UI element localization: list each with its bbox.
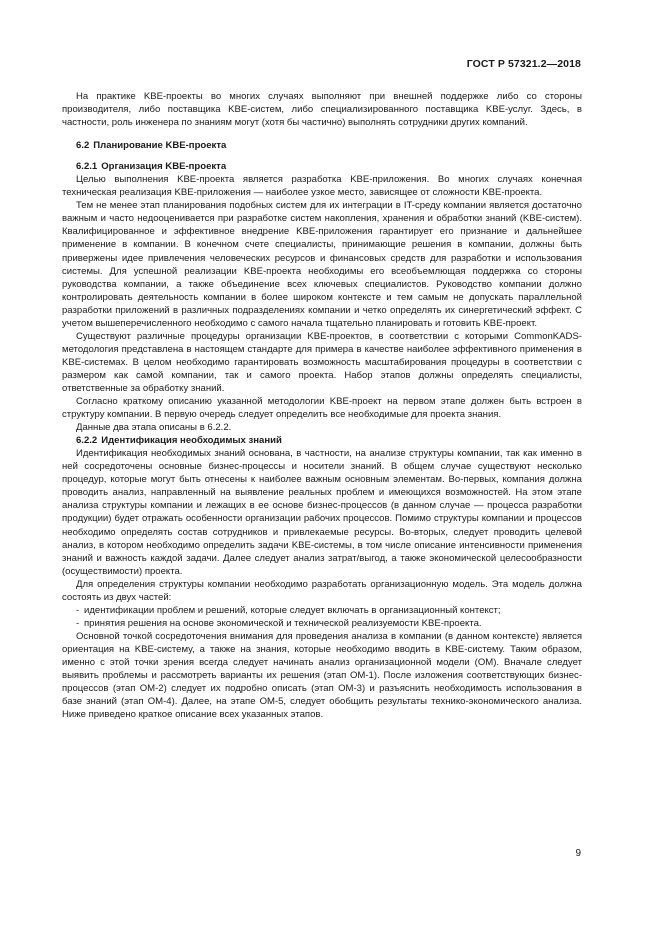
subsection-number: 6.2.1	[76, 161, 98, 173]
section-title: Планирование KBE-проекта	[93, 140, 227, 152]
subsection-title: Организация KBE-проекта	[101, 161, 227, 173]
paragraph-intro: На практике KBE-проекты во многих случаях выполняют при внешней поддержке либо со стороны производителя, либо поставщика KBE-систем, либо специализированного поставщика KBE-услуг. Здесь, в частности, роль инженера по знаниям могут (хотя бы частично) выполнять сотрудники других компаний.	[62, 91, 582, 129]
paragraph: Идентификация необходимых знаний основана, в частности, на анализе структуры компании, так как именно в ней сосредоточены основные бизнес-процессы и носители знаний. В общем случае существуют несколько процедур, которые могут быть отнесены к наиболее важным основным элементам. Во-первых, компания должна проводить анализ, направленный на выявление реальных проблем и имеющихся возможностей. На этом этапе анализа структуры компании и лежащих в ее основе бизнес-процессов (в данном случае — процесса разработки продукции) будет отражать особенности организации рабочих процессов. Помимо структуры компании и процессов необходимо определять состав сотрудников и привлекаемые ресурсы. Во-вторых, следует проводить целевой анализ, в котором необходимо определить задачи KBE-системы, в том числе описание интенсивности применения знаний и важность каждой задачи. Далее следует анализ затрат/выгод, а также экономической целесообразности (осуществимости) проекта.	[62, 448, 582, 577]
paragraph: Согласно краткому описанию указанной методологии KBE-проект на первом этапе должен быть встроен в структуру компании. В первую очередь следует определить все необходимые для проекта знания.	[62, 396, 582, 421]
list-item: - принятия решения на основе экономической и технической реализуемости KBE-проекта.	[62, 617, 582, 630]
document-body	[62, 90, 582, 721]
paragraph: Целью выполнения KBE-проекта является разработка KBE-приложения. Во многих случаях конечная техническая реализация KBE-приложения — наиболее узкое место, зависящее от сложности KBE-проекта.	[62, 174, 582, 199]
page-number: 9	[575, 848, 581, 859]
paragraph: Данные два этапа описаны в 6.2.2.	[76, 422, 232, 434]
section-number: 6.2	[76, 140, 90, 152]
subsection-number: 6.2.2	[76, 435, 98, 447]
paragraph: Основной точкой сосредоточения внимания для проведения анализа в компании (в данном контексте) является ориентация на KBE-систему, а также на знания, которые необходимо вводить в KBE-систему. Таким образом, именно с этой точки зрения всегда следует начинать анализ организационной модели (ОМ). Вначале следует выявить проблемы и рассмотреть варианты их решения (этап ОМ-1). После изложения соответствующих бизнес-процессов (этап ОМ-2) следует их подробно описать (этап ОМ-3) и разъяснить необходимость использования в базе знаний (этап ОМ-4). Далее, на этапе ОМ-5, следует обобщить результаты технико-экономического анализа. Ниже приведено краткое описание всех указанных этапов.	[62, 630, 582, 721]
paragraph: Для определения структуры компании необходимо разработать организационную модель. Эта модель должна состоять из двух частей:	[62, 578, 582, 603]
section-heading-6-2	[62, 139, 582, 152]
subsection-heading-6-2-2	[62, 434, 582, 447]
document-header-id: ГОСТ Р 57321.2—2018	[466, 58, 581, 70]
dash-list	[62, 604, 582, 630]
subsection-title: Идентификация необходимых знаний	[101, 435, 282, 447]
list-item: - идентификации проблем и решений, которые следует включать в организационный контекст;	[62, 604, 582, 617]
paragraph: Тем не менее этап планирования подобных систем для их интеграции в IT-среду компании является достаточно важным и часто недооценивается при разработке систем накопления, хранения и обработки знаний (KBE-систем). Квалифицированное и эффективное внедрение KBE-приложения гарантирует его признание и дальнейшее применение в компании. В конечном счете специалисты, принимающие решения в компании, должны быть привержены идее привлечения человеческих ресурсов и финансовых средств для разработки и использования системы. Для успешной реализации KBE-проекта необходимы его всеобъемлющая поддержка со стороны руководства компании, а также объединение всех ключевых специалистов. Руководство компании должно контролировать деятельность компании в более широком контексте и тем самым не допускать параллельной разработки приложений в различных подразделениях компании и четко определять их синергетический эффект. С учетом вышеперечисленного необходимо с самого начала тщательно планировать и готовить KBE-проект.	[62, 200, 582, 329]
paragraph: Существуют различные процедуры организации KBE-проектов, в соответствии с которыми CommonKADS-методология представлена в настоящем стандарте для примера в качестве наиболее эффективного применения в KBE-системах. В целом необходимо гарантировать возможность масштабирования процедуры в соответствии с размером как самой компании, так и самого проекта. Набор этапов должны определять специалисты, ответственные за обработку знаний.	[62, 330, 582, 394]
subsection-heading-6-2-1	[62, 160, 582, 173]
